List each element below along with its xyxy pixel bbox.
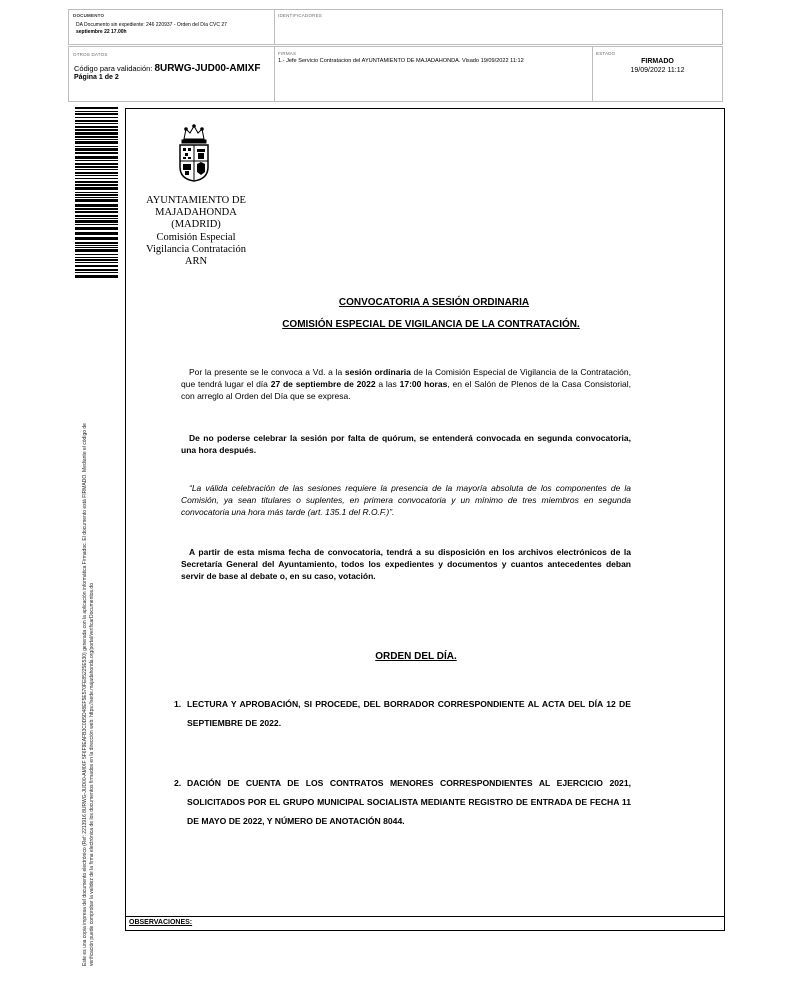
agenda-item: [174, 695, 631, 733]
barcode-stripe: [75, 126, 118, 128]
orden-del-dia-title: ORDEN DEL DÍA.: [375, 651, 457, 662]
letterhead-line: MAJADAHONDA: [155, 207, 237, 219]
barcode-stripe: [75, 152, 118, 154]
identificadores-label: IDENTIFICADORES: [278, 13, 323, 18]
barcode-stripe: [75, 199, 118, 202]
barcode-stripe: [75, 169, 118, 170]
barcode-stripe: [75, 111, 118, 112]
barcode-stripe: [75, 208, 118, 210]
barcode-stripe: [75, 175, 118, 176]
barcode-stripe: [75, 232, 118, 235]
estado-date: 19/09/2022 11:12: [630, 67, 685, 74]
barcode-stripe: [75, 254, 118, 255]
para1-bold: 17:00 horas: [399, 379, 448, 390]
barcode-stripe: [75, 262, 118, 263]
barcode-stripe: [75, 120, 118, 122]
barcode-stripe: [75, 265, 118, 267]
agenda-item: [174, 774, 631, 832]
firma-text: 1.- Jefe Servicio Contratacion del AYUNTAMIENTO DE MAJADAHONDA. Visado 19/09/2022 11:12: [278, 58, 524, 64]
letterhead: [136, 195, 256, 268]
para1-text: de la Comisión Especial de Vigilancia de la Contratación, que tendrá lugar el día: [181, 367, 631, 390]
barcode-stripe: [75, 136, 118, 138]
agenda-item-text: LECTURA Y APROBACIÓN, SI PROCEDE, DEL BORRADOR CORRESPONDIENTE AL ACTA DEL DÍA 12 DE SEPTIEMBRE DE 2022.: [187, 699, 631, 729]
letterhead-line: Vigilancia Contratación: [146, 243, 246, 255]
barcode-stripe: [75, 129, 118, 131]
barcode-stripe: [75, 172, 118, 174]
document-subtitle: COMISIÓN ESPECIAL DE VIGILANCIA DE LA CONTRATACIÓN.: [282, 319, 580, 330]
barcode-stripe: [75, 107, 118, 109]
barcode-stripe: [75, 194, 118, 196]
barcode-stripe: [75, 139, 118, 140]
header-bottom: [68, 46, 723, 102]
barcode: [75, 107, 118, 279]
barcode-stripe: [75, 160, 118, 161]
agenda-item-text: DACIÓN DE CUENTA DE LOS CONTRATOS MENORES CORRESPONDIENTES AL EJERCICIO 2021, SOLICITADOS POR EL GRUPO MUNICIPAL SOCIALISTA MEDIANTE REGISTRO DE ENTRADA DE FECHA 11 DE MAYO DE 2022, Y NÚMERO DE ANOTACIÓN 8044.: [187, 778, 631, 827]
barcode-stripe: [75, 272, 118, 273]
identificadores-cell: [275, 10, 722, 44]
verification-vertical-text: [82, 306, 96, 966]
firmas-label: FIRMAS: [278, 51, 297, 56]
barcode-stripe: [75, 245, 118, 246]
firmas-cell: [275, 47, 592, 101]
barcode-stripe: [75, 141, 118, 144]
header-top: [68, 9, 723, 45]
barcode-stripe: [75, 117, 118, 118]
validation-code-label: Código para validación:: [74, 64, 153, 73]
para1-text: , en el Salón de Plenos de la Casa Consistorial, con arreglo al Orden del Día que se expresa.: [181, 379, 631, 402]
documento-label: DOCUMENTO: [73, 13, 105, 18]
paragraph-expedientes: A partir de esta misma fecha de convocatoria, tendrá a su disposición en los archivos electrónicos de la Secretaría General del Ayuntamiento, todos los expedientes y documentos y cuantos antecedentes deban servir de base al debate o, en su caso, votación.: [181, 547, 631, 582]
barcode-stripe: [75, 224, 118, 225]
barcode-stripe: [75, 249, 118, 252]
estado-cell: [593, 47, 722, 101]
barcode-stripe: [75, 184, 118, 186]
barcode-stripe: [75, 220, 118, 223]
barcode-stripe: [75, 187, 118, 190]
verification-text-2: verificación puede comprobar la validez de la firma electrónica de los documentos firmados en la dirección web: https://sede.majadahonda.org/portal/verificarDocumentos.do: [89, 583, 95, 966]
barcode-stripe: [75, 237, 118, 240]
para1-text: a las: [375, 379, 400, 390]
barcode-stripe: [75, 259, 118, 261]
documento-text-2: septiembre 22 17.00h: [76, 29, 127, 35]
estado-label: ESTADO: [596, 51, 616, 56]
para1-bold: 27 de septiembre de 2022: [270, 379, 376, 390]
barcode-stripe: [75, 178, 118, 179]
barcode-stripe: [75, 192, 118, 193]
barcode-stripe: [75, 275, 118, 278]
paragraph-convocatoria: [181, 366, 631, 403]
barcode-stripe: [75, 166, 118, 168]
barcode-stripe: [75, 163, 118, 165]
observaciones-divider: [126, 916, 724, 917]
document-frame: [125, 108, 725, 931]
verification-text-1: Este es una copia impresa del documento electrónico (Ref: 2213916 8URWG-JUD00-AMIXF 5F6F9EAFB3C0D5D48EF5E570FE85225E530) generada con la aplicación informática Firmadoc. El documento está FIRMADO. Mediante el código de: [82, 423, 88, 966]
observaciones-label: OBSERVACIONES:: [129, 919, 193, 926]
barcode-stripe: [75, 211, 118, 213]
barcode-stripe: [75, 113, 118, 115]
agenda-item-number: 1.: [174, 699, 182, 709]
barcode-stripe: [75, 242, 118, 244]
validation-code-value: 8URWG-JUD00-AMIXF: [154, 63, 261, 74]
otros-datos-label: OTROS DATOS: [73, 52, 108, 57]
barcode-stripe: [75, 269, 118, 271]
documento-cell: [69, 10, 274, 44]
barcode-stripe: [75, 181, 118, 183]
paragraph-quorum: De no poderse celebrar la sesión por falta de quórum, se entenderá convocada en segunda convocatoria, una hora después.: [181, 433, 631, 456]
coat-of-arms-icon: [176, 123, 212, 183]
barcode-stripe: [75, 247, 118, 248]
barcode-stripe: [75, 156, 118, 159]
validation-code: [74, 63, 260, 74]
letterhead-line: AYUNTAMIENTO DE: [146, 195, 246, 206]
barcode-stripe: [75, 204, 118, 207]
document-title: CONVOCATORIA A SESIÓN ORDINARIA: [338, 297, 530, 308]
barcode-stripe: [75, 197, 118, 198]
para1-bold: sesión ordinaria: [344, 367, 411, 377]
barcode-stripe: [75, 132, 118, 135]
page-number: Página 1 de 2: [74, 74, 119, 81]
agenda-item-number: 2.: [174, 778, 182, 788]
letterhead-line: Comisión Especial: [156, 231, 236, 243]
barcode-stripe: [75, 148, 118, 151]
barcode-stripe: [75, 218, 118, 219]
otros-datos-cell: [69, 47, 274, 101]
letterhead-line: ARN: [184, 256, 208, 268]
para1-text: Por la presente se le convoca a Vd. a la: [189, 367, 345, 377]
barcode-stripe: [75, 227, 118, 230]
estado-value: FIRMADO: [641, 58, 674, 65]
documento-text-1: DA Documento sin expediente: 246 220937 - Orden del Día CVC 27: [76, 22, 227, 28]
barcode-stripe: [75, 215, 118, 217]
documento-text: [76, 22, 227, 36]
letterhead-line: (MADRID): [171, 219, 221, 231]
barcode-stripe: [75, 146, 118, 147]
paragraph-quote: “La válida celebración de las sesiones requiere la presencia de la mayoría absoluta de los componentes de la Comisión, ya sean titulares o suplentes, en primera convocatoria y un mínimo de tres miembros en segunda convocatoria una hora más tarde (art. 135.1 del R.O.F.)”.: [181, 483, 631, 518]
barcode-stripe: [75, 123, 118, 124]
barcode-stripe: [75, 257, 118, 258]
